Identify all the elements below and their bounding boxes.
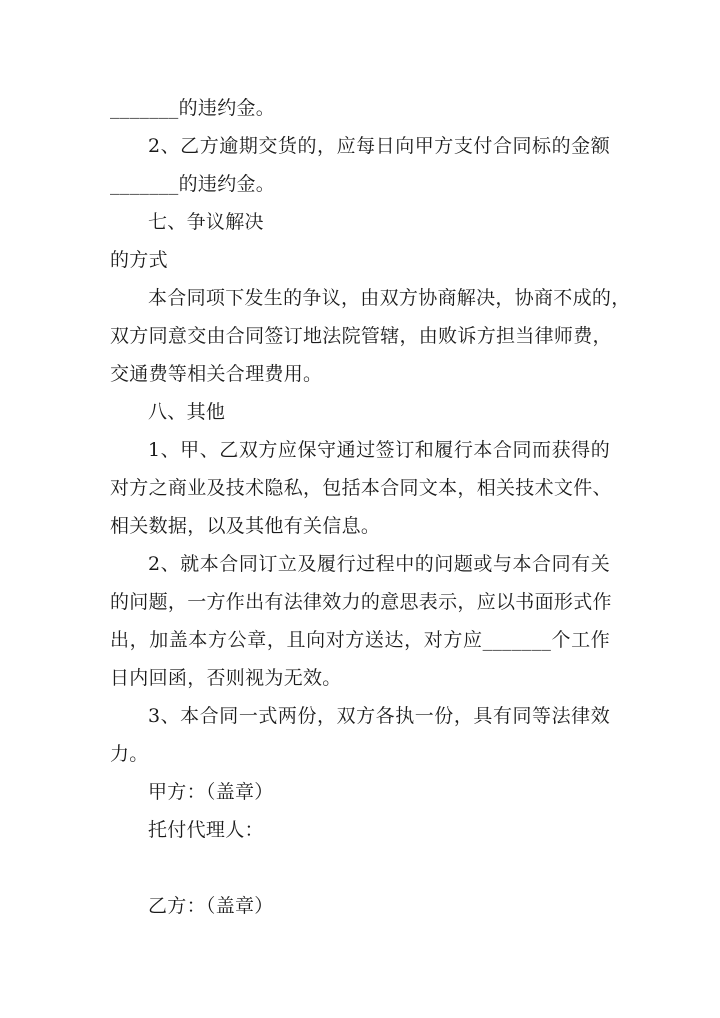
agent-label: 托付代理人： (148, 819, 264, 841)
text-line: 对方之商业及技术隐私，包括本合同文本，相关技术文件、 (110, 477, 612, 499)
text-line: 1、甲、乙双方应保守通过签订和履行本合同而获得的 (148, 439, 610, 461)
section-heading: 八、其他 (148, 401, 226, 423)
text-line: 2、乙方逾期交货的，应每日向甲方支付合同标的金额 (148, 135, 610, 157)
section-heading: 七、争议解决 (148, 211, 264, 233)
text-line: 3、本合同一式两份，双方各执一份，具有同等法律效 (148, 705, 610, 727)
text-line: 本合同项下发生的争议，由双方协商解决，协商不成的， (148, 287, 631, 309)
text-line: 日内回函，否则视为无效。 (110, 667, 342, 689)
text-line: 2、就本合同订立及履行过程中的问题或与本合同有关 (148, 553, 610, 575)
text-line: 的问题，一方作出有法律效力的意思表示，应以书面形式作 (110, 591, 612, 613)
text-line: 力。 (110, 743, 149, 765)
party-a-seal: 甲方：（盖章） (148, 781, 274, 803)
text-line: 双方同意交由合同签订地法院管辖，由败诉方担当律师费， (110, 325, 612, 347)
text-line: _______的违约金。 (110, 173, 276, 195)
party-b-seal: 乙方：（盖章） (148, 895, 274, 917)
text-line: 交通费等相关合理费用。 (110, 363, 323, 385)
text-line: 相关数据，以及其他有关信息。 (110, 515, 381, 537)
text-line: 的方式 (110, 249, 168, 271)
text-line: 出，加盖本方公章，且向对方送达，对方应_______个工作 (110, 629, 610, 651)
text-line: _______的违约金。 (110, 97, 276, 119)
